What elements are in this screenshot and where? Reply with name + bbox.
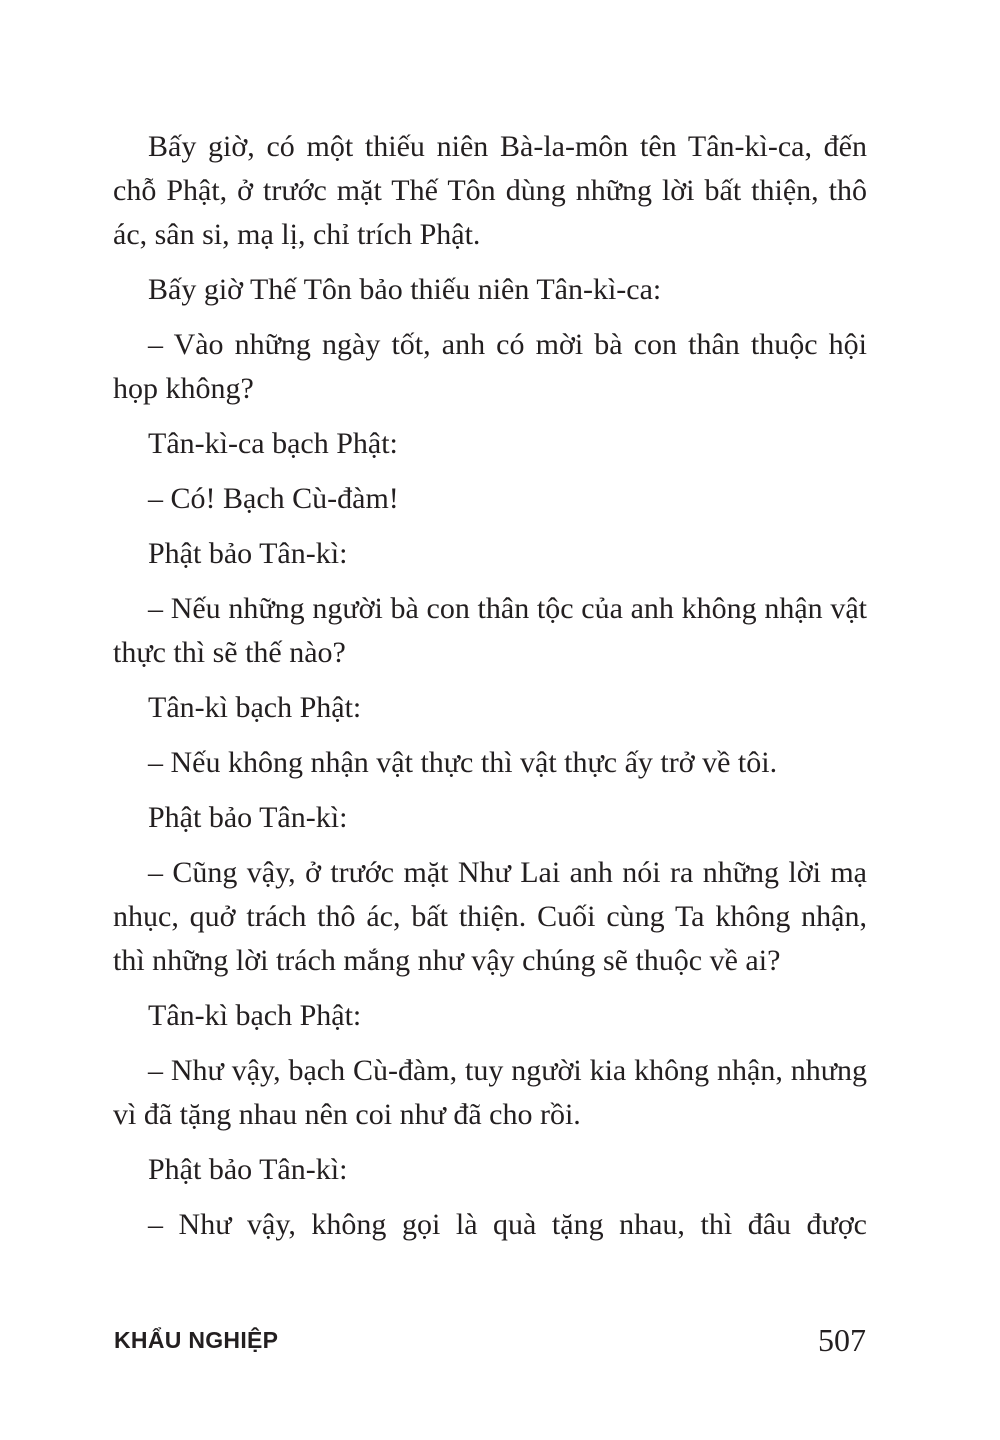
paragraph: Tân-kì bạch Phật: <box>148 999 362 1032</box>
running-footer-title: KHẨU NGHIỆP <box>114 1327 279 1353</box>
body-text <box>113 125 867 1258</box>
paragraph: Bấy giờ, có một thiếu niên Bà-la-môn tên Tân-kì-ca, đến chỗ Phật, ở trước mặt Thế Tôn dùng những lời bất thiện, thô ác, sân si, mạ lị, chỉ trích Phật. <box>113 130 867 251</box>
paragraph: – Có! Bạch Cù-đàm! <box>148 482 399 515</box>
paragraph: Bấy giờ Thế Tôn bảo thiếu niên Tân-kì-ca: <box>148 273 662 306</box>
paragraph: – Nếu những người bà con thân tộc của anh không nhận vật thực thì sẽ thế nào? <box>113 592 867 669</box>
paragraph: Phật bảo Tân-kì: <box>148 801 348 834</box>
paragraph: Phật bảo Tân-kì: <box>148 537 348 570</box>
paragraph: – Như vậy, bạch Cù-đàm, tuy người kia không nhận, nhưng vì đã tặng nhau nên coi như đã cho rồi. <box>113 1054 867 1131</box>
paragraph: – Vào những ngày tốt, anh có mời bà con thân thuộc hội họp không? <box>113 328 867 405</box>
paragraph: Phật bảo Tân-kì: <box>148 1153 348 1186</box>
paragraph: – Như vậy, không gọi là quà tặng nhau, thì đâu được <box>148 1208 867 1241</box>
paragraph: Tân-kì bạch Phật: <box>148 691 362 724</box>
paragraph: Tân-kì-ca bạch Phật: <box>148 427 398 460</box>
paragraph: – Cũng vậy, ở trước mặt Như Lai anh nói ra những lời mạ nhục, quở trách thô ác, bất thiện. Cuối cùng Ta không nhận, thì những lời trách mắng như vậy chúng sẽ thuộc về ai? <box>113 856 867 977</box>
paragraph: – Nếu không nhận vật thực thì vật thực ấy trở về tôi. <box>148 746 778 779</box>
page-number: 507 <box>818 1322 866 1358</box>
